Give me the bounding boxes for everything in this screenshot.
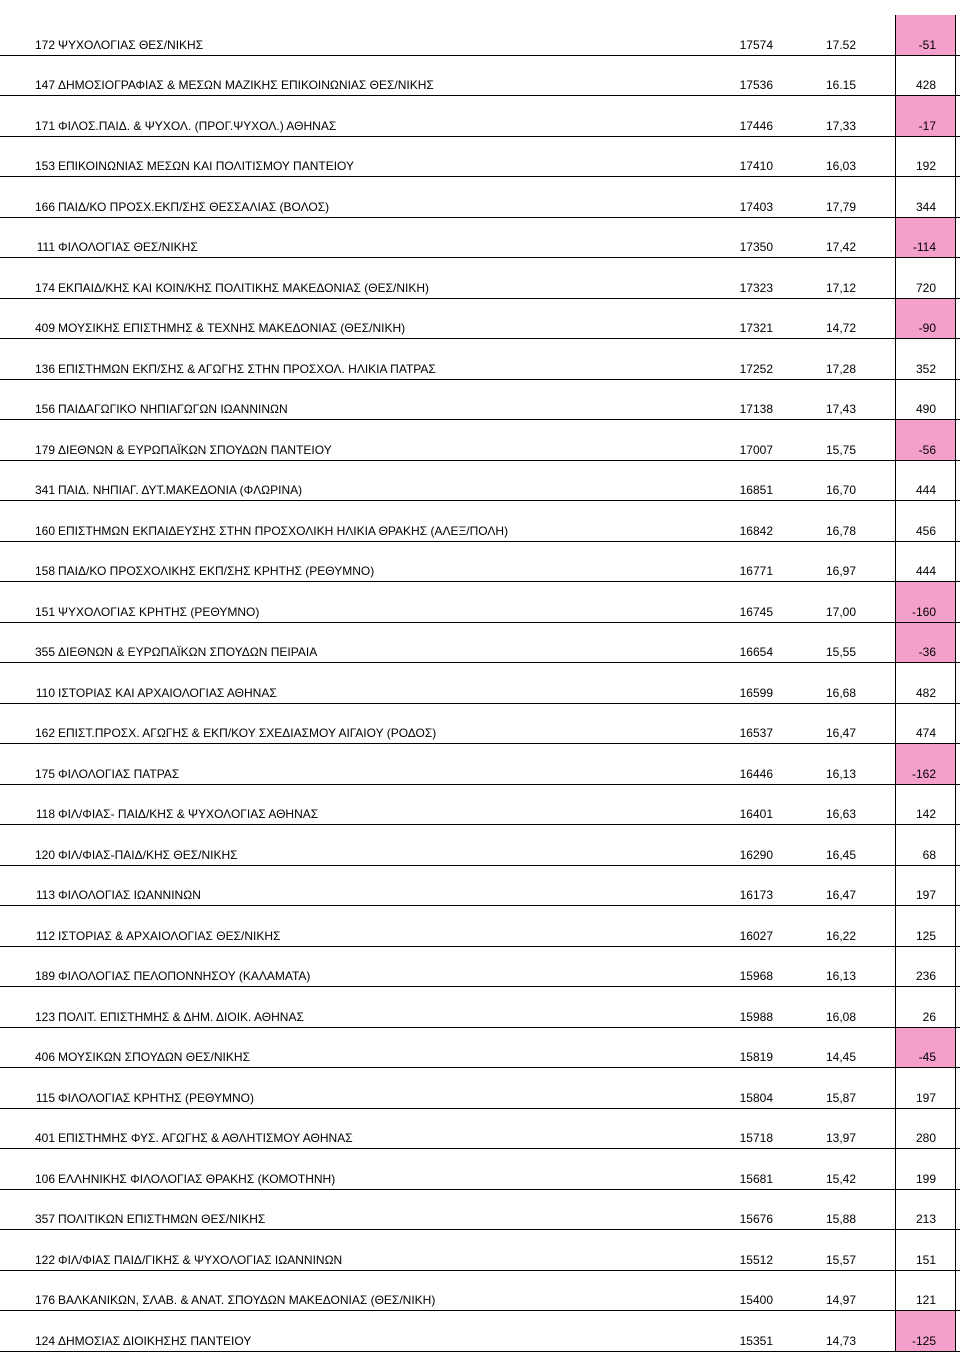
program-name: ΔΙΕΘΝΩΝ & ΕΥΡΩΠΑΪΚΩΝ ΣΠΟΥΔΩΝ ΠΑΝΤΕΙΟΥ bbox=[58, 442, 332, 457]
base-score: 16842 bbox=[739, 523, 773, 538]
program-name: ΔΙΕΘΝΩΝ & ΕΥΡΩΠΑΪΚΩΝ ΣΠΟΥΔΩΝ ΠΕΙΡΑΙΑ bbox=[58, 645, 318, 659]
diff-right-border bbox=[955, 582, 956, 623]
program-code: 151 bbox=[34, 604, 55, 619]
row-divider bbox=[0, 1351, 960, 1352]
base-score: 16446 bbox=[739, 766, 773, 781]
table-row bbox=[0, 582, 960, 623]
grade-value: 16,22 bbox=[825, 928, 856, 943]
table-row bbox=[0, 299, 960, 340]
diff-right-border bbox=[955, 218, 956, 259]
program-name: ΦΙΛΟΛΟΓΙΑΣ ΚΡΗΤΗΣ (ΡΕΘΥΜΝΟ) bbox=[58, 1090, 254, 1105]
program-name: ΠΑΙΔ/ΚΟ ΠΡΟΣΧ.ΕΚΠ/ΣΗΣ ΘΕΣΣΑΛΙΑΣ (ΒΟΛΟΣ) bbox=[58, 199, 330, 214]
program-name: ΙΣΤΟΡΙΑΣ & ΑΡΧΑΙΟΛΟΓΙΑΣ ΘΕΣ/ΝΙΚΗΣ bbox=[58, 928, 281, 943]
table-row bbox=[0, 1068, 960, 1109]
diff-left-border bbox=[895, 542, 896, 583]
program-name: ΦΙΛΟΛΟΓΙΑΣ ΠΕΛΟΠΟΝΝΗΣΟΥ (ΚΑΛΑΜΑΤΑ) bbox=[58, 969, 311, 983]
score-difference: 125 bbox=[915, 928, 936, 943]
program-name: ΦΙΛ/ΦΙΑΣ- ΠΑΙΔ/ΚΗΣ & ΨΥΧΟΛΟΓΙΑΣ ΑΘΗΝΑΣ bbox=[58, 807, 319, 821]
table-row bbox=[0, 1028, 960, 1069]
program-name: ΒΑΛΚΑΝΙΚΩΝ, ΣΛΑΒ. & ΑΝΑΤ. ΣΠΟΥΔΩΝ ΜΑΚΕΔΟΝΙΑΣ (ΘΕΣ/ΝΙΚΗ) bbox=[58, 1293, 436, 1307]
score-difference: 482 bbox=[915, 685, 936, 700]
table-row bbox=[0, 218, 960, 259]
score-difference: 26 bbox=[922, 1009, 936, 1024]
diff-left-border bbox=[895, 866, 896, 907]
score-difference: 490 bbox=[915, 402, 936, 416]
program-code: 409 bbox=[34, 321, 55, 335]
grade-value: 17,79 bbox=[825, 199, 856, 214]
table-row bbox=[0, 1149, 960, 1190]
program-name: ΨΥΧΟΛΟΓΙΑΣ ΚΡΗΤΗΣ (ΡΕΘΥΜΝΟ) bbox=[58, 604, 260, 619]
program-code: 341 bbox=[34, 483, 55, 497]
diff-right-border bbox=[955, 258, 956, 299]
diff-right-border bbox=[955, 744, 956, 785]
diff-right-border bbox=[955, 1230, 956, 1271]
program-code: 123 bbox=[34, 1009, 55, 1024]
table-row bbox=[0, 420, 960, 461]
base-score: 17252 bbox=[739, 361, 773, 376]
table-row bbox=[0, 663, 960, 704]
diff-right-border bbox=[955, 1190, 956, 1231]
table-row bbox=[0, 15, 960, 56]
program-name: ΕΠΙΣΤΗΜΗΣ ΦΥΣ. ΑΓΩΓΗΣ & ΑΘΛΗΤΙΣΜΟΥ ΑΘΗΝΑΣ bbox=[58, 1131, 353, 1145]
program-code: 401 bbox=[34, 1131, 55, 1145]
score-difference: 428 bbox=[915, 78, 936, 92]
program-code: 162 bbox=[34, 726, 55, 740]
base-score: 17536 bbox=[739, 78, 773, 92]
base-score: 16537 bbox=[739, 726, 773, 740]
grade-value: 15,75 bbox=[825, 442, 856, 457]
table-row bbox=[0, 258, 960, 299]
grade-value: 15,55 bbox=[825, 645, 856, 659]
base-score: 17321 bbox=[739, 321, 773, 335]
diff-left-border bbox=[895, 1149, 896, 1190]
diff-left-border bbox=[895, 1190, 896, 1231]
table-row bbox=[0, 825, 960, 866]
grade-value: 16,03 bbox=[825, 159, 856, 173]
diff-right-border bbox=[955, 866, 956, 907]
table-row bbox=[0, 906, 960, 947]
program-code: 172 bbox=[34, 37, 55, 52]
diff-right-border bbox=[955, 1311, 956, 1352]
score-difference: 197 bbox=[915, 888, 936, 902]
grade-value: 17.52 bbox=[825, 37, 856, 52]
diff-left-border bbox=[895, 1311, 896, 1352]
program-name: ΠΟΛΙΤ. ΕΠΙΣΤΗΜΗΣ & ΔΗΜ. ΔΙΟΙΚ. ΑΘΗΝΑΣ bbox=[58, 1009, 304, 1024]
diff-left-border bbox=[895, 96, 896, 137]
program-code: 112 bbox=[35, 928, 55, 943]
grade-value: 17,43 bbox=[825, 402, 856, 416]
diff-right-border bbox=[955, 1028, 956, 1069]
grade-value: 17,42 bbox=[825, 240, 856, 254]
base-score: 16401 bbox=[739, 807, 773, 821]
base-score: 15400 bbox=[739, 1293, 773, 1307]
grade-value: 16,08 bbox=[825, 1009, 856, 1024]
score-difference: -162 bbox=[911, 766, 936, 781]
grade-value: 17,00 bbox=[825, 604, 856, 619]
diff-right-border bbox=[955, 906, 956, 947]
base-score: 17574 bbox=[739, 37, 773, 52]
base-score: 15676 bbox=[739, 1212, 773, 1226]
diff-right-border bbox=[955, 825, 956, 866]
diff-left-border bbox=[895, 258, 896, 299]
program-code: 124 bbox=[34, 1333, 55, 1348]
score-difference: 121 bbox=[915, 1293, 936, 1307]
score-difference: -36 bbox=[918, 645, 936, 659]
grade-value: 16,47 bbox=[825, 888, 856, 902]
program-code: 115 bbox=[35, 1090, 55, 1105]
results-table bbox=[0, 15, 960, 1352]
grade-value: 16,45 bbox=[825, 847, 856, 862]
grade-value: 16,13 bbox=[825, 969, 856, 983]
base-score: 15819 bbox=[739, 1050, 773, 1064]
diff-right-border bbox=[955, 1271, 956, 1312]
base-score: 15351 bbox=[739, 1333, 773, 1348]
table-row bbox=[0, 744, 960, 785]
diff-left-border bbox=[895, 1028, 896, 1069]
program-code: 153 bbox=[34, 159, 55, 173]
score-difference: 151 bbox=[915, 1252, 936, 1267]
base-score: 16290 bbox=[739, 847, 773, 862]
program-code: 122 bbox=[34, 1252, 55, 1267]
diff-right-border bbox=[955, 1149, 956, 1190]
program-name: ΠΟΛΙΤΙΚΩΝ ΕΠΙΣΤΗΜΩΝ ΘΕΣ/ΝΙΚΗΣ bbox=[58, 1212, 266, 1226]
base-score: 17446 bbox=[739, 118, 773, 133]
diff-left-border bbox=[895, 177, 896, 218]
grade-value: 16,97 bbox=[825, 564, 856, 578]
diff-left-border bbox=[895, 15, 896, 56]
table-row bbox=[0, 785, 960, 826]
score-difference: 474 bbox=[915, 726, 936, 740]
program-name: ΦΙΛ/ΦΙΑΣ-ΠΑΙΔ/ΚΗΣ ΘΕΣ/ΝΙΚΗΣ bbox=[58, 847, 238, 862]
table-row bbox=[0, 380, 960, 421]
diff-left-border bbox=[895, 623, 896, 664]
program-code: 106 bbox=[34, 1171, 55, 1186]
diff-right-border bbox=[955, 947, 956, 988]
diff-right-border bbox=[955, 1109, 956, 1150]
program-name: ΙΣΤΟΡΙΑΣ ΚΑΙ ΑΡΧΑΙΟΛΟΓΙΑΣ ΑΘΗΝΑΣ bbox=[58, 685, 277, 700]
score-difference: 192 bbox=[915, 159, 936, 173]
diff-left-border bbox=[895, 785, 896, 826]
score-difference: -114 bbox=[912, 240, 936, 254]
table-row bbox=[0, 137, 960, 178]
program-name: ΠΑΙΔ. ΝΗΠΙΑΓ. ΔΥΤ.ΜΑΚΕΔΟΝΙΑ (ΦΛΩΡΙΝΑ) bbox=[58, 483, 303, 497]
program-code: 118 bbox=[35, 807, 55, 821]
grade-value: 14,72 bbox=[825, 321, 856, 335]
program-name: ΕΚΠΑΙΔ/ΚΗΣ ΚΑΙ ΚΟΙΝ/ΚΗΣ ΠΟΛΙΤΙΚΗΣ ΜΑΚΕΔΟΝΙΑΣ (ΘΕΣ/ΝΙΚΗ) bbox=[58, 280, 430, 295]
grade-value: 16,13 bbox=[825, 766, 856, 781]
score-difference: 197 bbox=[915, 1090, 936, 1105]
program-code: 160 bbox=[34, 523, 55, 538]
table-row bbox=[0, 501, 960, 542]
diff-left-border bbox=[895, 704, 896, 745]
program-name: ΕΠΙΣΤΗΜΩΝ ΕΚΠΑΙΔΕΥΣΗΣ ΣΤΗΝ ΠΡΟΣΧΟΛΙΚΗ ΗΛΙΚΙΑ ΘΡΑΚΗΣ (ΑΛΕΞ/ΠΟΛΗ) bbox=[58, 523, 509, 538]
program-name: ΠΑΙΔΑΓΩΓΙΚΟ ΝΗΠΙΑΓΩΓΩΝ ΙΩΑΝΝΙΝΩΝ bbox=[58, 402, 288, 416]
base-score: 15988 bbox=[739, 1009, 773, 1024]
program-code: 120 bbox=[34, 847, 55, 862]
program-code: 189 bbox=[34, 969, 55, 983]
score-difference: 352 bbox=[915, 361, 936, 376]
grade-value: 17,33 bbox=[825, 118, 856, 133]
program-name: ΜΟΥΣΙΚΩΝ ΣΠΟΥΔΩΝ ΘΕΣ/ΝΙΚΗΣ bbox=[58, 1050, 250, 1064]
diff-right-border bbox=[955, 704, 956, 745]
diff-right-border bbox=[955, 137, 956, 178]
diff-right-border bbox=[955, 785, 956, 826]
table-row bbox=[0, 461, 960, 502]
grade-value: 16,70 bbox=[825, 483, 856, 497]
score-difference: -51 bbox=[918, 37, 936, 52]
program-name: ΔΗΜΟΣΙΑΣ ΔΙΟΙΚΗΣΗΣ ΠΑΝΤΕΙΟΥ bbox=[58, 1333, 252, 1348]
grade-value: 16,68 bbox=[825, 685, 856, 700]
program-name: ΕΠΙΣΤ.ΠΡΟΣΧ. ΑΓΩΓΗΣ & ΕΚΠ/ΚΟΥ ΣΧΕΔΙΑΣΜΟΥ ΑΙΓΑΙΟΥ (ΡΟΔΟΣ) bbox=[58, 726, 437, 740]
base-score: 16173 bbox=[739, 888, 773, 902]
score-difference: 142 bbox=[915, 807, 936, 821]
score-difference: -56 bbox=[918, 442, 936, 457]
program-name: ΔΗΜΟΣΙΟΓΡΑΦΙΑΣ & ΜΕΣΩΝ ΜΑΖΙΚΗΣ ΕΠΙΚΟΙΝΩΝΙΑΣ ΘΕΣ/ΝΙΚΗΣ bbox=[58, 78, 434, 92]
diff-left-border bbox=[895, 947, 896, 988]
base-score: 17410 bbox=[739, 159, 773, 173]
table-row bbox=[0, 623, 960, 664]
diff-left-border bbox=[895, 906, 896, 947]
diff-right-border bbox=[955, 420, 956, 461]
program-code: 111 bbox=[36, 240, 55, 254]
table-row bbox=[0, 339, 960, 380]
diff-right-border bbox=[955, 501, 956, 542]
diff-left-border bbox=[895, 137, 896, 178]
program-name: ΕΠΙΚΟΙΝΩΝΙΑΣ ΜΕΣΩΝ ΚΑΙ ΠΟΛΙΤΙΣΜΟΥ ΠΑΝΤΕΙΟΥ bbox=[58, 159, 354, 173]
table-row bbox=[0, 704, 960, 745]
grade-value: 16,78 bbox=[825, 523, 856, 538]
base-score: 16599 bbox=[739, 685, 773, 700]
diff-right-border bbox=[955, 623, 956, 664]
diff-left-border bbox=[895, 825, 896, 866]
score-difference: 68 bbox=[922, 847, 936, 862]
diff-left-border bbox=[895, 1230, 896, 1271]
grade-value: 16,47 bbox=[825, 726, 856, 740]
base-score: 16771 bbox=[739, 564, 773, 578]
base-score: 17138 bbox=[739, 402, 773, 416]
program-code: 357 bbox=[34, 1212, 55, 1226]
table-row bbox=[0, 866, 960, 907]
diff-left-border bbox=[895, 461, 896, 502]
base-score: 15968 bbox=[739, 969, 773, 983]
score-difference: 213 bbox=[915, 1212, 936, 1226]
grade-value: 16,63 bbox=[825, 807, 856, 821]
table-row bbox=[0, 1109, 960, 1150]
score-difference: 456 bbox=[915, 523, 936, 538]
program-code: 171 bbox=[34, 118, 55, 133]
program-code: 110 bbox=[35, 685, 55, 700]
diff-left-border bbox=[895, 987, 896, 1028]
grade-value: 15,88 bbox=[825, 1212, 856, 1226]
base-score: 16027 bbox=[739, 928, 773, 943]
diff-left-border bbox=[895, 663, 896, 704]
score-difference: -45 bbox=[918, 1050, 936, 1064]
table-row bbox=[0, 177, 960, 218]
program-code: 156 bbox=[34, 402, 55, 416]
program-name: ΜΟΥΣΙΚΗΣ ΕΠΙΣΤΗΜΗΣ & ΤΕΧΝΗΣ ΜΑΚΕΔΟΝΙΑΣ (ΘΕΣ/ΝΙΚΗ) bbox=[58, 321, 406, 335]
score-difference: -90 bbox=[918, 321, 936, 335]
diff-right-border bbox=[955, 542, 956, 583]
diff-right-border bbox=[955, 96, 956, 137]
diff-right-border bbox=[955, 1068, 956, 1109]
score-difference: 444 bbox=[915, 564, 936, 578]
diff-right-border bbox=[955, 339, 956, 380]
grade-value: 16.15 bbox=[825, 78, 856, 92]
program-code: 158 bbox=[34, 564, 55, 578]
base-score: 15512 bbox=[739, 1252, 773, 1267]
program-name: ΦΙΛ/ΦΙΑΣ ΠΑΙΔ/ΓΙΚΗΣ & ΨΥΧΟΛΟΓΙΑΣ ΙΩΑΝΝΙΝΩΝ bbox=[58, 1252, 343, 1267]
table-row bbox=[0, 1230, 960, 1271]
grade-value: 17,12 bbox=[825, 280, 856, 295]
score-difference: 444 bbox=[915, 483, 936, 497]
table-row bbox=[0, 56, 960, 97]
base-score: 15804 bbox=[739, 1090, 773, 1105]
score-difference: 720 bbox=[915, 280, 936, 295]
grade-value: 15,87 bbox=[825, 1090, 856, 1105]
score-difference: 344 bbox=[915, 199, 936, 214]
grade-value: 17,28 bbox=[825, 361, 856, 376]
program-name: ΕΛΛΗΝΙΚΗΣ ΦΙΛΟΛΟΓΙΑΣ ΘΡΑΚΗΣ (ΚΟΜΟΤΗΝΗ) bbox=[58, 1171, 336, 1186]
program-code: 147 bbox=[34, 78, 55, 92]
diff-right-border bbox=[955, 380, 956, 421]
base-score: 16654 bbox=[739, 645, 773, 659]
diff-right-border bbox=[955, 177, 956, 218]
diff-right-border bbox=[955, 299, 956, 340]
score-difference: 236 bbox=[915, 969, 936, 983]
table-row bbox=[0, 987, 960, 1028]
diff-left-border bbox=[895, 1109, 896, 1150]
score-difference: 199 bbox=[915, 1171, 936, 1186]
diff-right-border bbox=[955, 461, 956, 502]
base-score: 17323 bbox=[739, 280, 773, 295]
program-name: ΦΙΛΟΛΟΓΙΑΣ ΠΑΤΡΑΣ bbox=[58, 766, 180, 781]
program-name: ΨΥΧΟΛΟΓΙΑΣ ΘΕΣ/ΝΙΚΗΣ bbox=[58, 37, 204, 52]
diff-right-border bbox=[955, 56, 956, 97]
base-score: 15718 bbox=[739, 1131, 773, 1145]
program-code: 406 bbox=[34, 1050, 55, 1064]
table-row bbox=[0, 1190, 960, 1231]
base-score: 15681 bbox=[739, 1171, 773, 1186]
program-code: 355 bbox=[34, 645, 55, 659]
program-name: ΠΑΙΔ/ΚΟ ΠΡΟΣΧΟΛΙΚΗΣ ΕΚΠ/ΣΗΣ ΚΡΗΤΗΣ (ΡΕΘΥΜΝΟ) bbox=[58, 564, 375, 578]
base-score: 17007 bbox=[739, 442, 773, 457]
diff-left-border bbox=[895, 339, 896, 380]
program-code: 166 bbox=[34, 199, 55, 214]
score-difference: -160 bbox=[911, 604, 936, 619]
program-code: 113 bbox=[35, 888, 55, 902]
diff-left-border bbox=[895, 1068, 896, 1109]
program-code: 179 bbox=[34, 442, 55, 457]
base-score: 16745 bbox=[739, 604, 773, 619]
table-row bbox=[0, 947, 960, 988]
diff-left-border bbox=[895, 1271, 896, 1312]
diff-left-border bbox=[895, 420, 896, 461]
table-row bbox=[0, 1271, 960, 1312]
program-name: ΦΙΛΟΛΟΓΙΑΣ ΙΩΑΝΝΙΝΩΝ bbox=[58, 888, 201, 902]
diff-right-border bbox=[955, 987, 956, 1028]
grade-value: 15,57 bbox=[825, 1252, 856, 1267]
diff-left-border bbox=[895, 501, 896, 542]
table-row bbox=[0, 1311, 960, 1352]
base-score: 17350 bbox=[739, 240, 773, 254]
diff-left-border bbox=[895, 56, 896, 97]
program-code: 175 bbox=[34, 766, 55, 781]
grade-value: 14,45 bbox=[825, 1050, 856, 1064]
program-code: 176 bbox=[34, 1293, 55, 1307]
diff-left-border bbox=[895, 299, 896, 340]
grade-value: 15,42 bbox=[825, 1171, 856, 1186]
program-code: 174 bbox=[34, 280, 55, 295]
diff-right-border bbox=[955, 663, 956, 704]
score-difference: -17 bbox=[918, 118, 936, 133]
grade-value: 14,97 bbox=[825, 1293, 856, 1307]
grade-value: 14,73 bbox=[825, 1333, 856, 1348]
program-name: ΕΠΙΣΤΗΜΩΝ ΕΚΠ/ΣΗΣ & ΑΓΩΓΗΣ ΣΤΗΝ ΠΡΟΣΧΟΛ. ΗΛΙΚΙΑ ΠΑΤΡΑΣ bbox=[58, 361, 436, 376]
diff-left-border bbox=[895, 380, 896, 421]
program-code: 136 bbox=[34, 361, 55, 376]
diff-left-border bbox=[895, 582, 896, 623]
program-name: ΦΙΛΟΛΟΓΙΑΣ ΘΕΣ/ΝΙΚΗΣ bbox=[58, 240, 198, 254]
score-difference: 280 bbox=[915, 1131, 936, 1145]
base-score: 17403 bbox=[739, 199, 773, 214]
score-difference: -125 bbox=[911, 1333, 936, 1348]
table-row bbox=[0, 96, 960, 137]
diff-right-border bbox=[955, 15, 956, 56]
diff-left-border bbox=[895, 744, 896, 785]
table-row bbox=[0, 542, 960, 583]
grade-value: 13,97 bbox=[825, 1131, 856, 1145]
diff-left-border bbox=[895, 218, 896, 259]
base-score: 16851 bbox=[739, 483, 773, 497]
program-name: ΦΙΛΟΣ.ΠΑΙΔ. & ΨΥΧΟΛ. (ΠΡΟΓ.ΨΥΧΟΛ.) ΑΘΗΝΑΣ bbox=[58, 118, 337, 133]
